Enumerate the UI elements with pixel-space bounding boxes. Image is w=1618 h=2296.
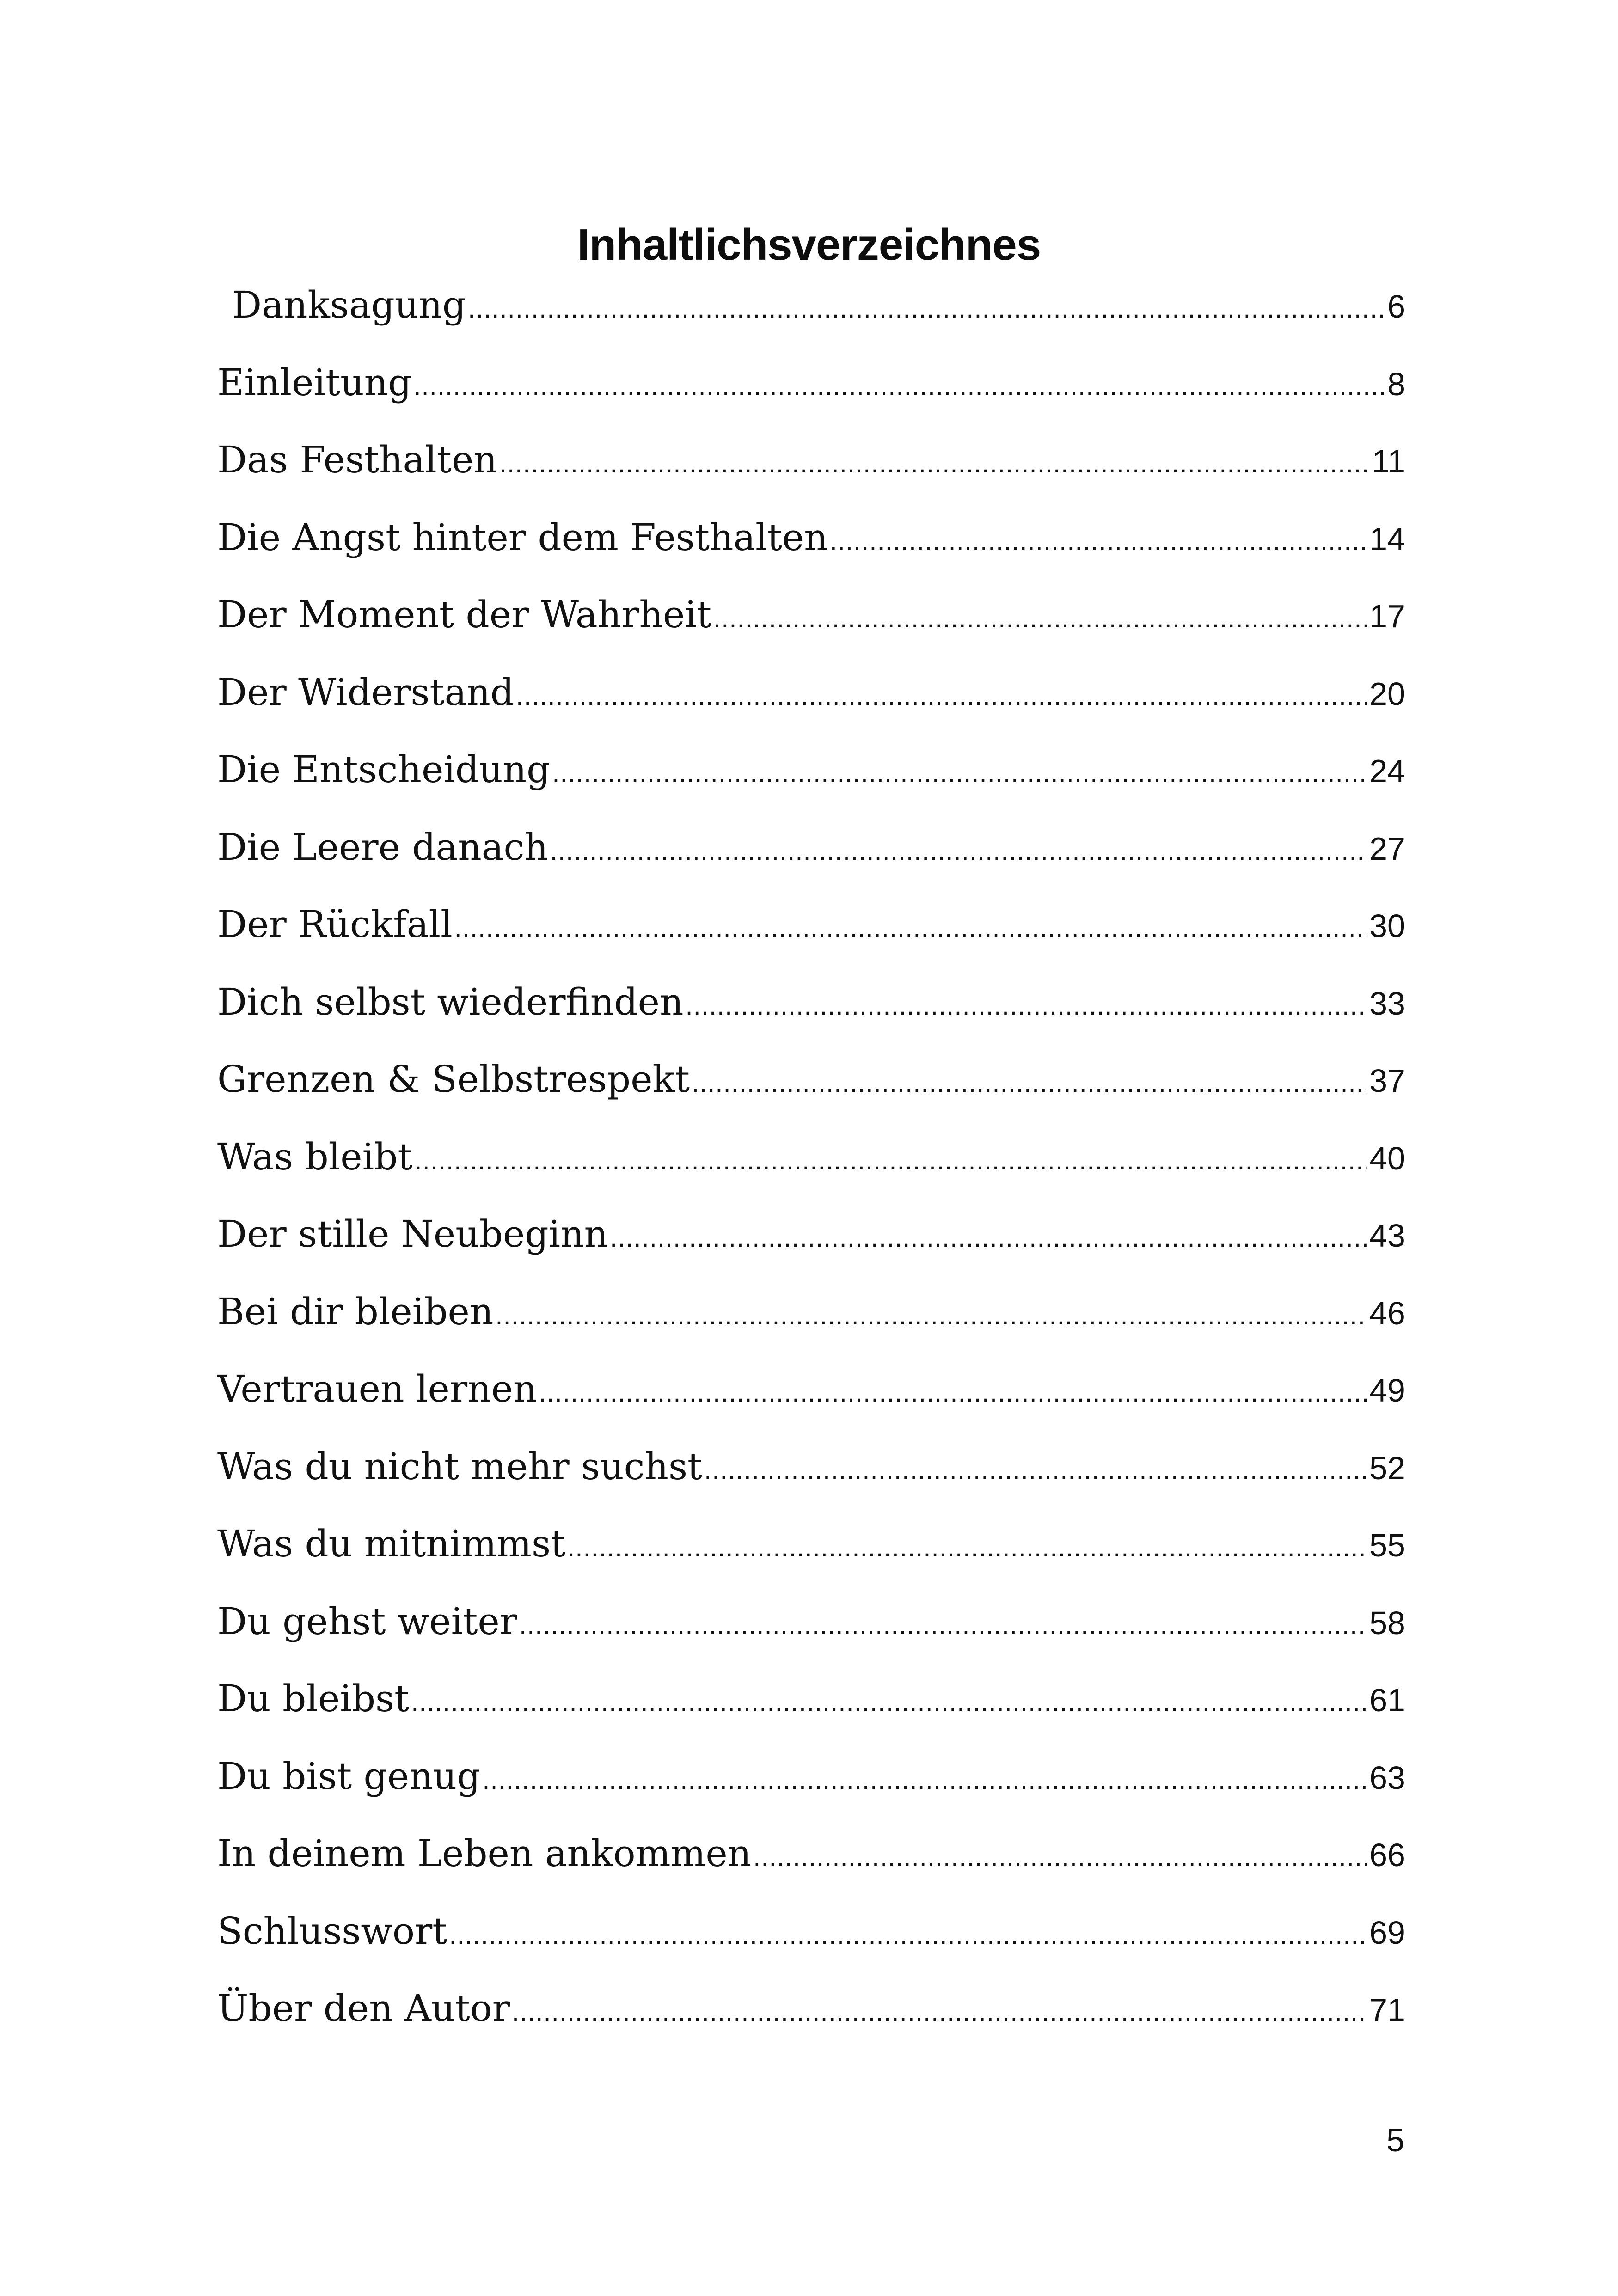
toc-entry	[217, 824, 1405, 902]
toc-entry-page: 6	[1387, 288, 1405, 325]
toc-entry-title: Was du nicht mehr suchst	[217, 1445, 703, 1488]
toc-entry	[217, 979, 1405, 1057]
toc-entry-page: 71	[1369, 1992, 1405, 2028]
toc-leader-dots	[539, 1370, 1367, 1416]
toc-entry-page: 14	[1369, 520, 1405, 557]
toc-entry-title: Schlusswort	[217, 1909, 447, 1953]
toc-entry-page: 27	[1369, 830, 1405, 867]
toc-entry-title: Du bist genug	[217, 1754, 481, 1798]
toc-entry-title: Bei dir bleiben	[217, 1290, 494, 1333]
toc-entry-title: Der Widerstand	[217, 670, 514, 714]
toc-entry-page: 20	[1369, 675, 1405, 712]
toc-entry-title: Einleitung	[217, 361, 412, 404]
table-of-contents	[217, 282, 1405, 2063]
toc-entry-title: Die Entscheidung	[217, 748, 551, 791]
toc-leader-dots	[830, 518, 1367, 564]
toc-leader-dots	[499, 441, 1370, 487]
toc-leader-dots	[550, 828, 1367, 874]
toc-entry	[217, 592, 1405, 669]
toc-entry-title: Der stille Neubeginn	[217, 1212, 608, 1255]
toc-entry-page: 58	[1369, 1604, 1405, 1641]
toc-entry	[217, 1753, 1405, 1831]
toc-leader-dots	[692, 1060, 1367, 1106]
toc-entry-page: 37	[1369, 1063, 1405, 1099]
toc-entry-title: Du bleibst	[217, 1677, 410, 1720]
toc-leader-dots	[512, 1989, 1367, 2035]
toc-leader-dots	[753, 1834, 1367, 1880]
page-number: 5	[1386, 2122, 1404, 2158]
toc-entry	[217, 514, 1405, 592]
toc-entry-title: Die Angst hinter dem Festhalten	[217, 515, 828, 559]
toc-entry-page: 61	[1369, 1682, 1405, 1718]
toc-entry-title: Danksagung	[232, 283, 466, 326]
toc-entry-page: 63	[1369, 1759, 1405, 1796]
toc-entry-page: 17	[1369, 598, 1405, 634]
toc-leader-dots	[413, 363, 1385, 410]
toc-entry-page: 46	[1369, 1295, 1405, 1331]
toc-entry-page: 49	[1369, 1372, 1405, 1408]
toc-entry-page: 11	[1372, 443, 1405, 479]
toc-entry	[217, 669, 1405, 747]
toc-entry	[217, 1521, 1405, 1598]
toc-entry-page: 52	[1369, 1450, 1405, 1486]
toc-entry-title: Was bleibt	[217, 1135, 413, 1178]
toc-entry	[217, 1211, 1405, 1289]
toc-entry	[217, 1366, 1405, 1444]
toc-leader-dots	[415, 1138, 1368, 1184]
toc-leader-dots	[449, 1912, 1367, 1958]
toc-entry	[217, 1598, 1405, 1676]
toc-leader-dots	[704, 1447, 1367, 1494]
toc-leader-dots	[519, 1602, 1367, 1648]
toc-entry-page: 55	[1369, 1527, 1405, 1563]
toc-entry	[217, 901, 1405, 979]
toc-entry-title: Was du mitnimmst	[217, 1522, 566, 1565]
toc-entry	[217, 1134, 1405, 1212]
toc-leader-dots	[495, 1292, 1367, 1339]
toc-entry-page: 69	[1369, 1914, 1405, 1951]
toc-entry-page: 40	[1369, 1140, 1405, 1176]
toc-entry-title: Grenzen & Selbstrespekt	[217, 1058, 690, 1101]
toc-leader-dots	[713, 595, 1367, 642]
toc-entry-title: Vertrauen lernen	[217, 1367, 537, 1410]
toc-entry-title: Der Moment der Wahrheit	[217, 593, 712, 636]
toc-heading: Inhaltlichsverzeichnes	[577, 220, 1041, 269]
toc-entry	[217, 1985, 1405, 2063]
toc-entry-title: Über den Autor	[217, 1987, 510, 2030]
toc-entry-page: 8	[1387, 366, 1405, 402]
toc-entry-title: Die Leere danach	[217, 825, 548, 869]
toc-entry-title: Das Festhalten	[217, 438, 497, 481]
toc-leader-dots	[685, 983, 1367, 1029]
toc-entry-page: 24	[1369, 753, 1405, 789]
toc-entry	[217, 1289, 1405, 1366]
toc-leader-dots	[468, 286, 1385, 332]
toc-entry-title: Dich selbst wiederfinden	[217, 980, 684, 1023]
toc-entry	[217, 282, 1405, 360]
toc-entry	[217, 747, 1405, 824]
toc-entry-page: 66	[1369, 1837, 1405, 1873]
toc-leader-dots	[567, 1525, 1367, 1571]
toc-entry	[217, 360, 1405, 437]
toc-entry-page: 30	[1369, 908, 1405, 944]
toc-entry	[217, 437, 1405, 514]
toc-leader-dots	[454, 905, 1367, 951]
toc-entry	[217, 1831, 1405, 1908]
toc-entry	[217, 1444, 1405, 1521]
toc-entry-title: Der Rückfall	[217, 903, 453, 946]
toc-entry	[217, 1056, 1405, 1134]
toc-entry-title: Du gehst weiter	[217, 1599, 517, 1643]
toc-entry-page: 43	[1369, 1218, 1405, 1254]
toc-entry-title: In deinem Leben ankommen	[217, 1832, 752, 1875]
toc-leader-dots	[482, 1757, 1367, 1803]
toc-leader-dots	[411, 1679, 1367, 1726]
toc-entry	[217, 1676, 1405, 1753]
toc-leader-dots	[552, 750, 1367, 796]
toc-entry	[217, 1908, 1405, 1986]
toc-leader-dots	[610, 1215, 1367, 1261]
toc-entry-page: 33	[1369, 985, 1405, 1022]
toc-leader-dots	[516, 673, 1367, 719]
